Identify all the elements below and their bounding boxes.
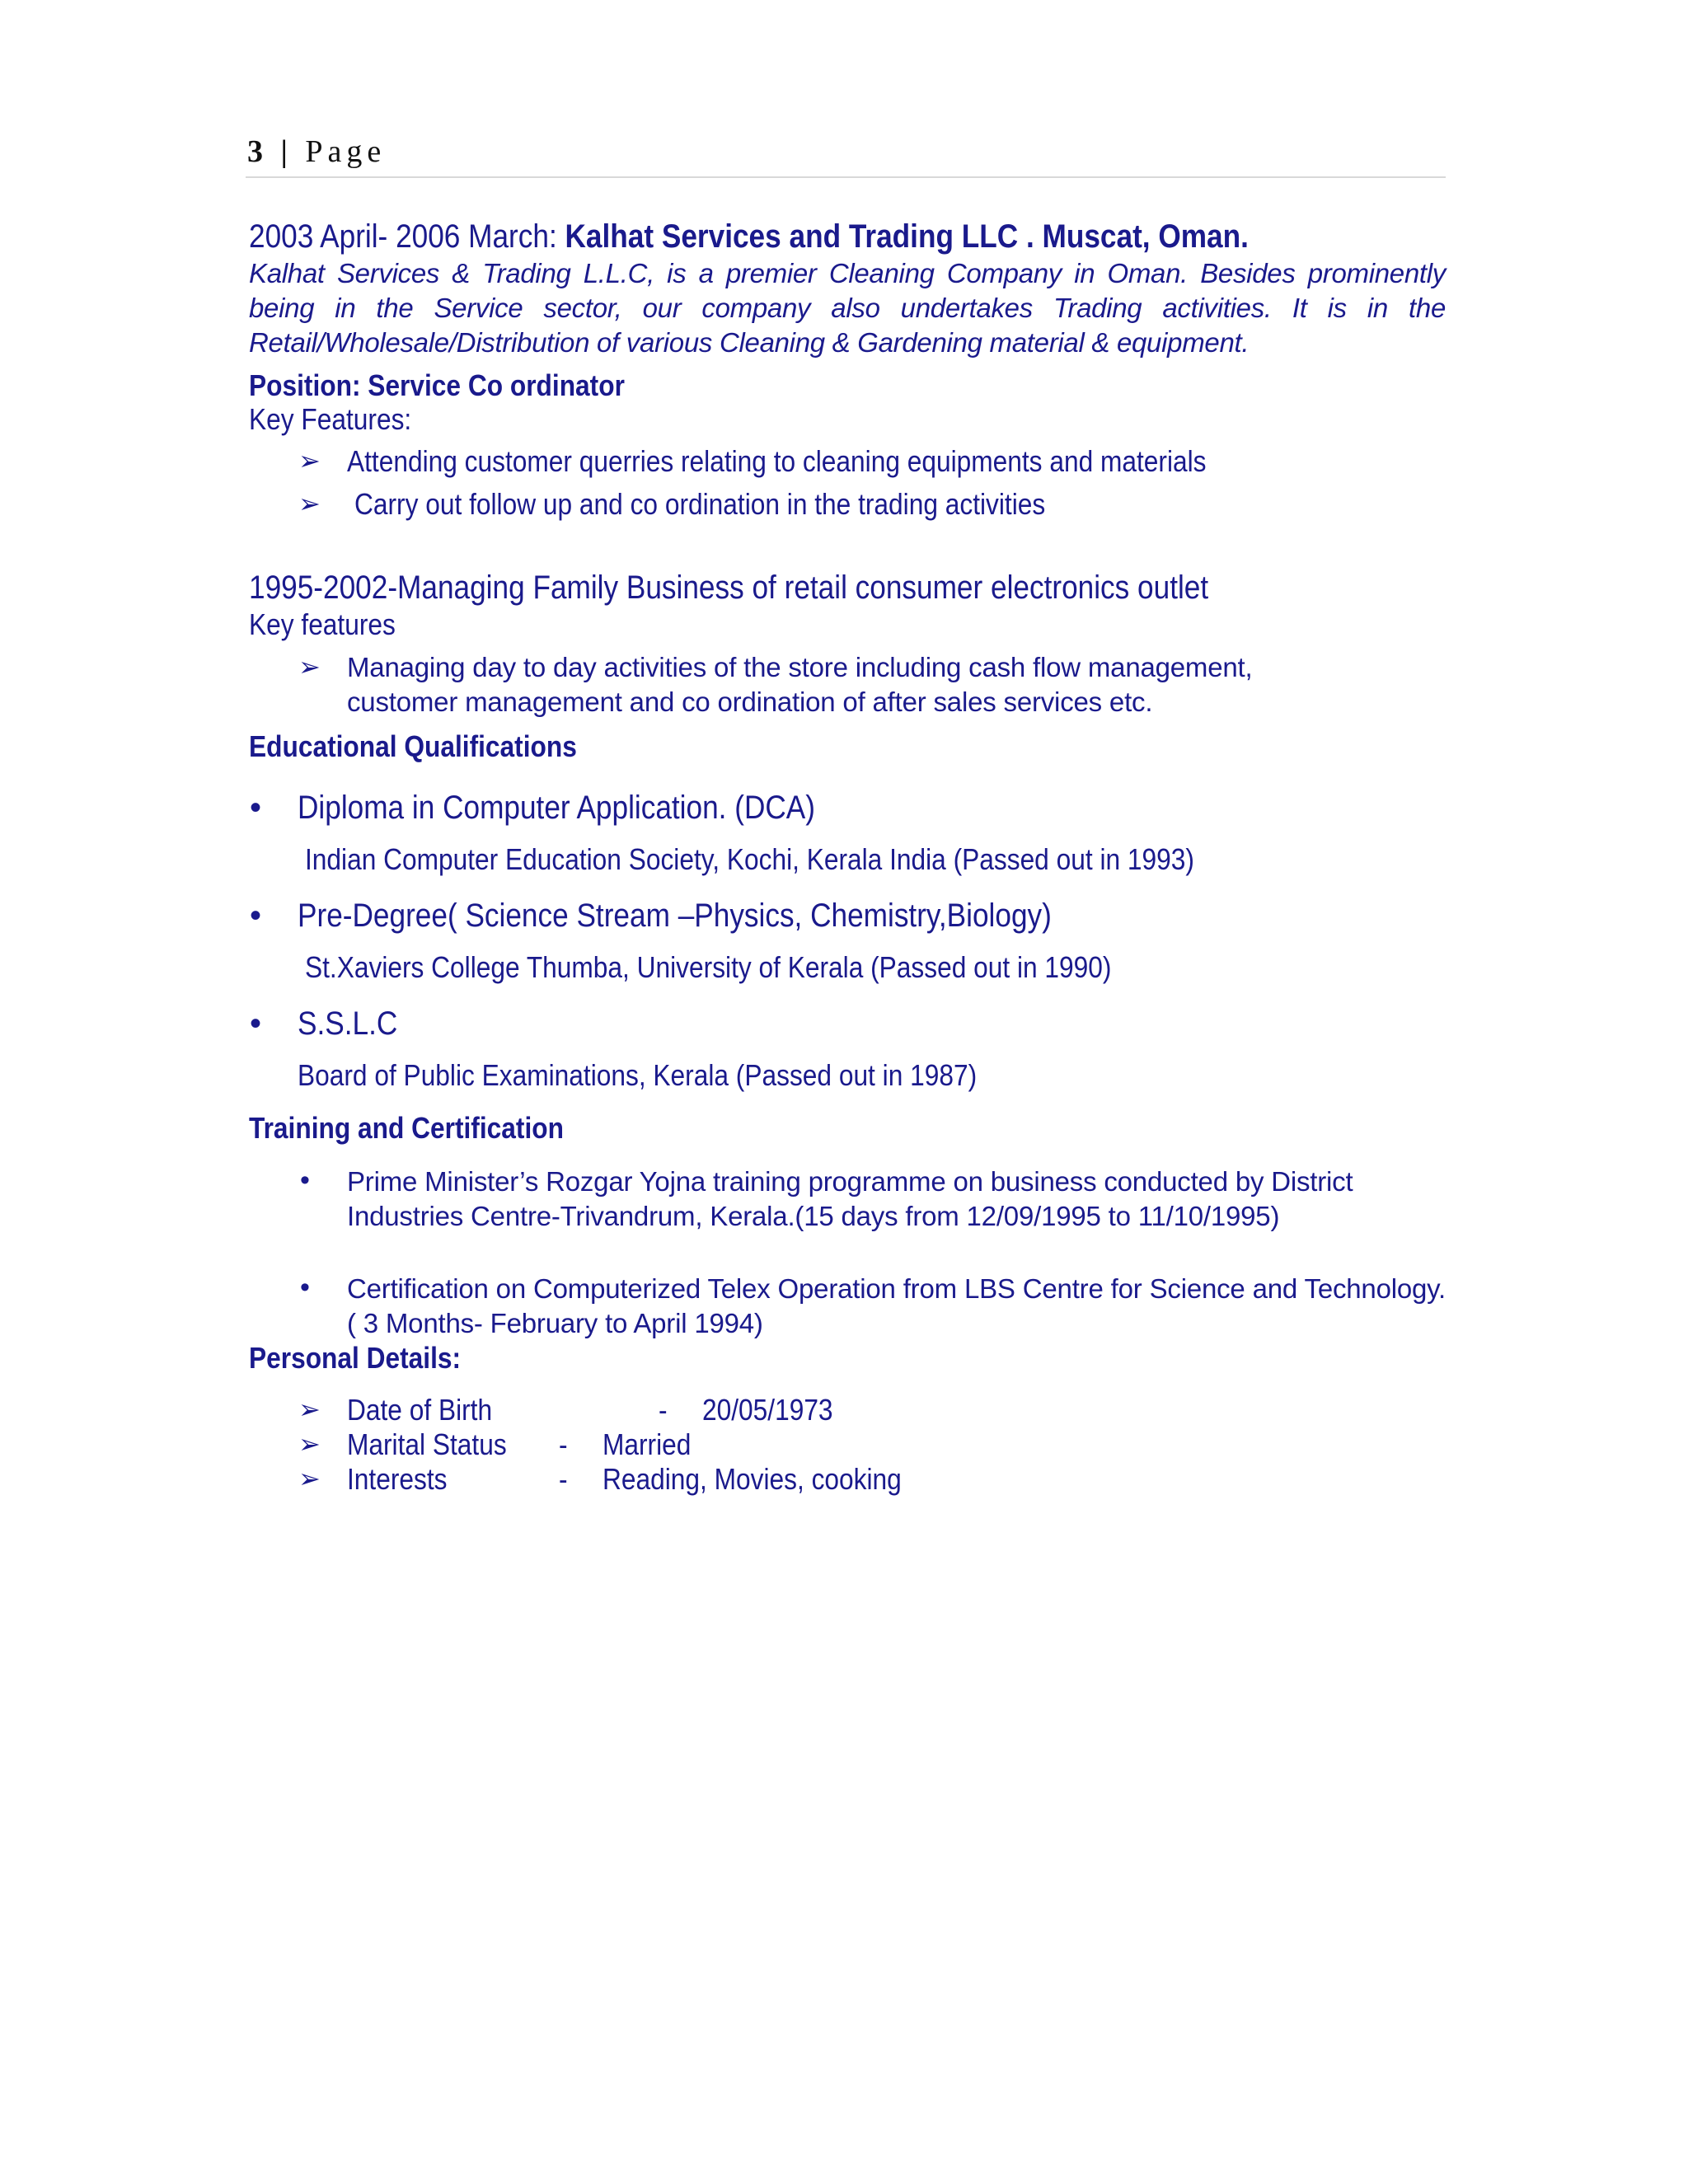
job1-features-label: Key Features: [249, 402, 412, 436]
job2-title: 1995-2002-Managing Family Business of retail consumer electronics outlet [249, 569, 1209, 606]
job2-features-label: Key features [249, 607, 396, 641]
education-title: Pre-Degree( Science Stream –Physics, Chemistry,Biology) [298, 898, 1052, 934]
education-detail: St.Xaviers College Thumba, University of Kerala (Passed out in 1990) [305, 950, 1112, 984]
personal-label: Interests [347, 1462, 448, 1496]
arrow-bullet-icon: ➢ [298, 1394, 321, 1424]
job1-company: Kalhat Services and Trading LLC . Muscat, Oman. [565, 218, 1249, 255]
personal-value: 20/05/1973 [702, 1393, 833, 1427]
arrow-bullet-icon: ➢ [298, 652, 321, 682]
personal-value: Reading, Movies, cooking [603, 1462, 902, 1496]
arrow-bullet-icon: ➢ [298, 446, 321, 476]
job1-feature-item: Carry out follow up and co ordination in the trading activities [354, 487, 1046, 521]
arrow-bullet-icon: ➢ [298, 1464, 321, 1493]
personal-value: Married [603, 1427, 692, 1461]
bullet-icon: • [250, 790, 262, 826]
job1-period: 2003 April- 2006 March: [249, 218, 565, 255]
education-heading: Educational Qualifications [249, 729, 577, 763]
page-label: Page [305, 134, 387, 169]
bullet-icon: • [250, 898, 262, 934]
page-header [247, 134, 1447, 170]
personal-label: Marital Status [347, 1427, 507, 1461]
education-title: Diploma in Computer Application. (DCA) [298, 790, 815, 826]
personal-dash: - [559, 1427, 568, 1461]
header-divider [246, 176, 1446, 178]
personal-dash: - [659, 1393, 668, 1427]
bullet-icon: • [300, 1272, 310, 1303]
page-number: 3 [247, 134, 268, 169]
arrow-bullet-icon: ➢ [298, 1429, 321, 1459]
bullet-icon: • [250, 1005, 262, 1042]
training-item: Certification on Computerized Telex Operation from LBS Centre for Science and Technology. ( 3 Months- February to April 1994) [347, 1273, 1446, 1338]
job1-heading [249, 218, 1302, 255]
job2-feature-item: Managing day to day activities of the store including cash flow management, customer management and co ordination of after sales services etc. [347, 652, 1253, 717]
bullet-icon: • [300, 1165, 310, 1196]
arrow-bullet-icon: ➢ [298, 489, 321, 518]
personal-label: Date of Birth [347, 1393, 493, 1427]
personal-dash: - [559, 1462, 568, 1496]
education-title: S.S.L.C [298, 1005, 398, 1042]
job1-feature-item: Attending customer querries relating to cleaning equipments and materials [347, 444, 1207, 478]
header-separator: | [280, 134, 293, 169]
training-heading: Training and Certification [249, 1111, 564, 1145]
job1-position: Position: Service Co ordinator [249, 368, 625, 402]
job1-description: Kalhat Services & Trading L.L.C, is a premier Cleaning Company in Oman. Besides prominently being in the Service sector, our company also undertakes Trading activities. It is in the Retail/Wholesale/Distribution of various Cleaning & Gardening material & equipment. [249, 258, 1446, 358]
personal-heading: Personal Details: [249, 1341, 462, 1375]
education-detail: Board of Public Examinations, Kerala (Passed out in 1987) [298, 1058, 978, 1092]
education-detail: Indian Computer Education Society, Kochi, Kerala India (Passed out in 1993) [305, 842, 1194, 876]
training-item: Prime Minister’s Rozgar Yojna training programme on business conducted by District Industries Centre-Trivandrum, Kerala.(15 days from 12/09/1995 to 11/10/1995) [347, 1166, 1353, 1231]
